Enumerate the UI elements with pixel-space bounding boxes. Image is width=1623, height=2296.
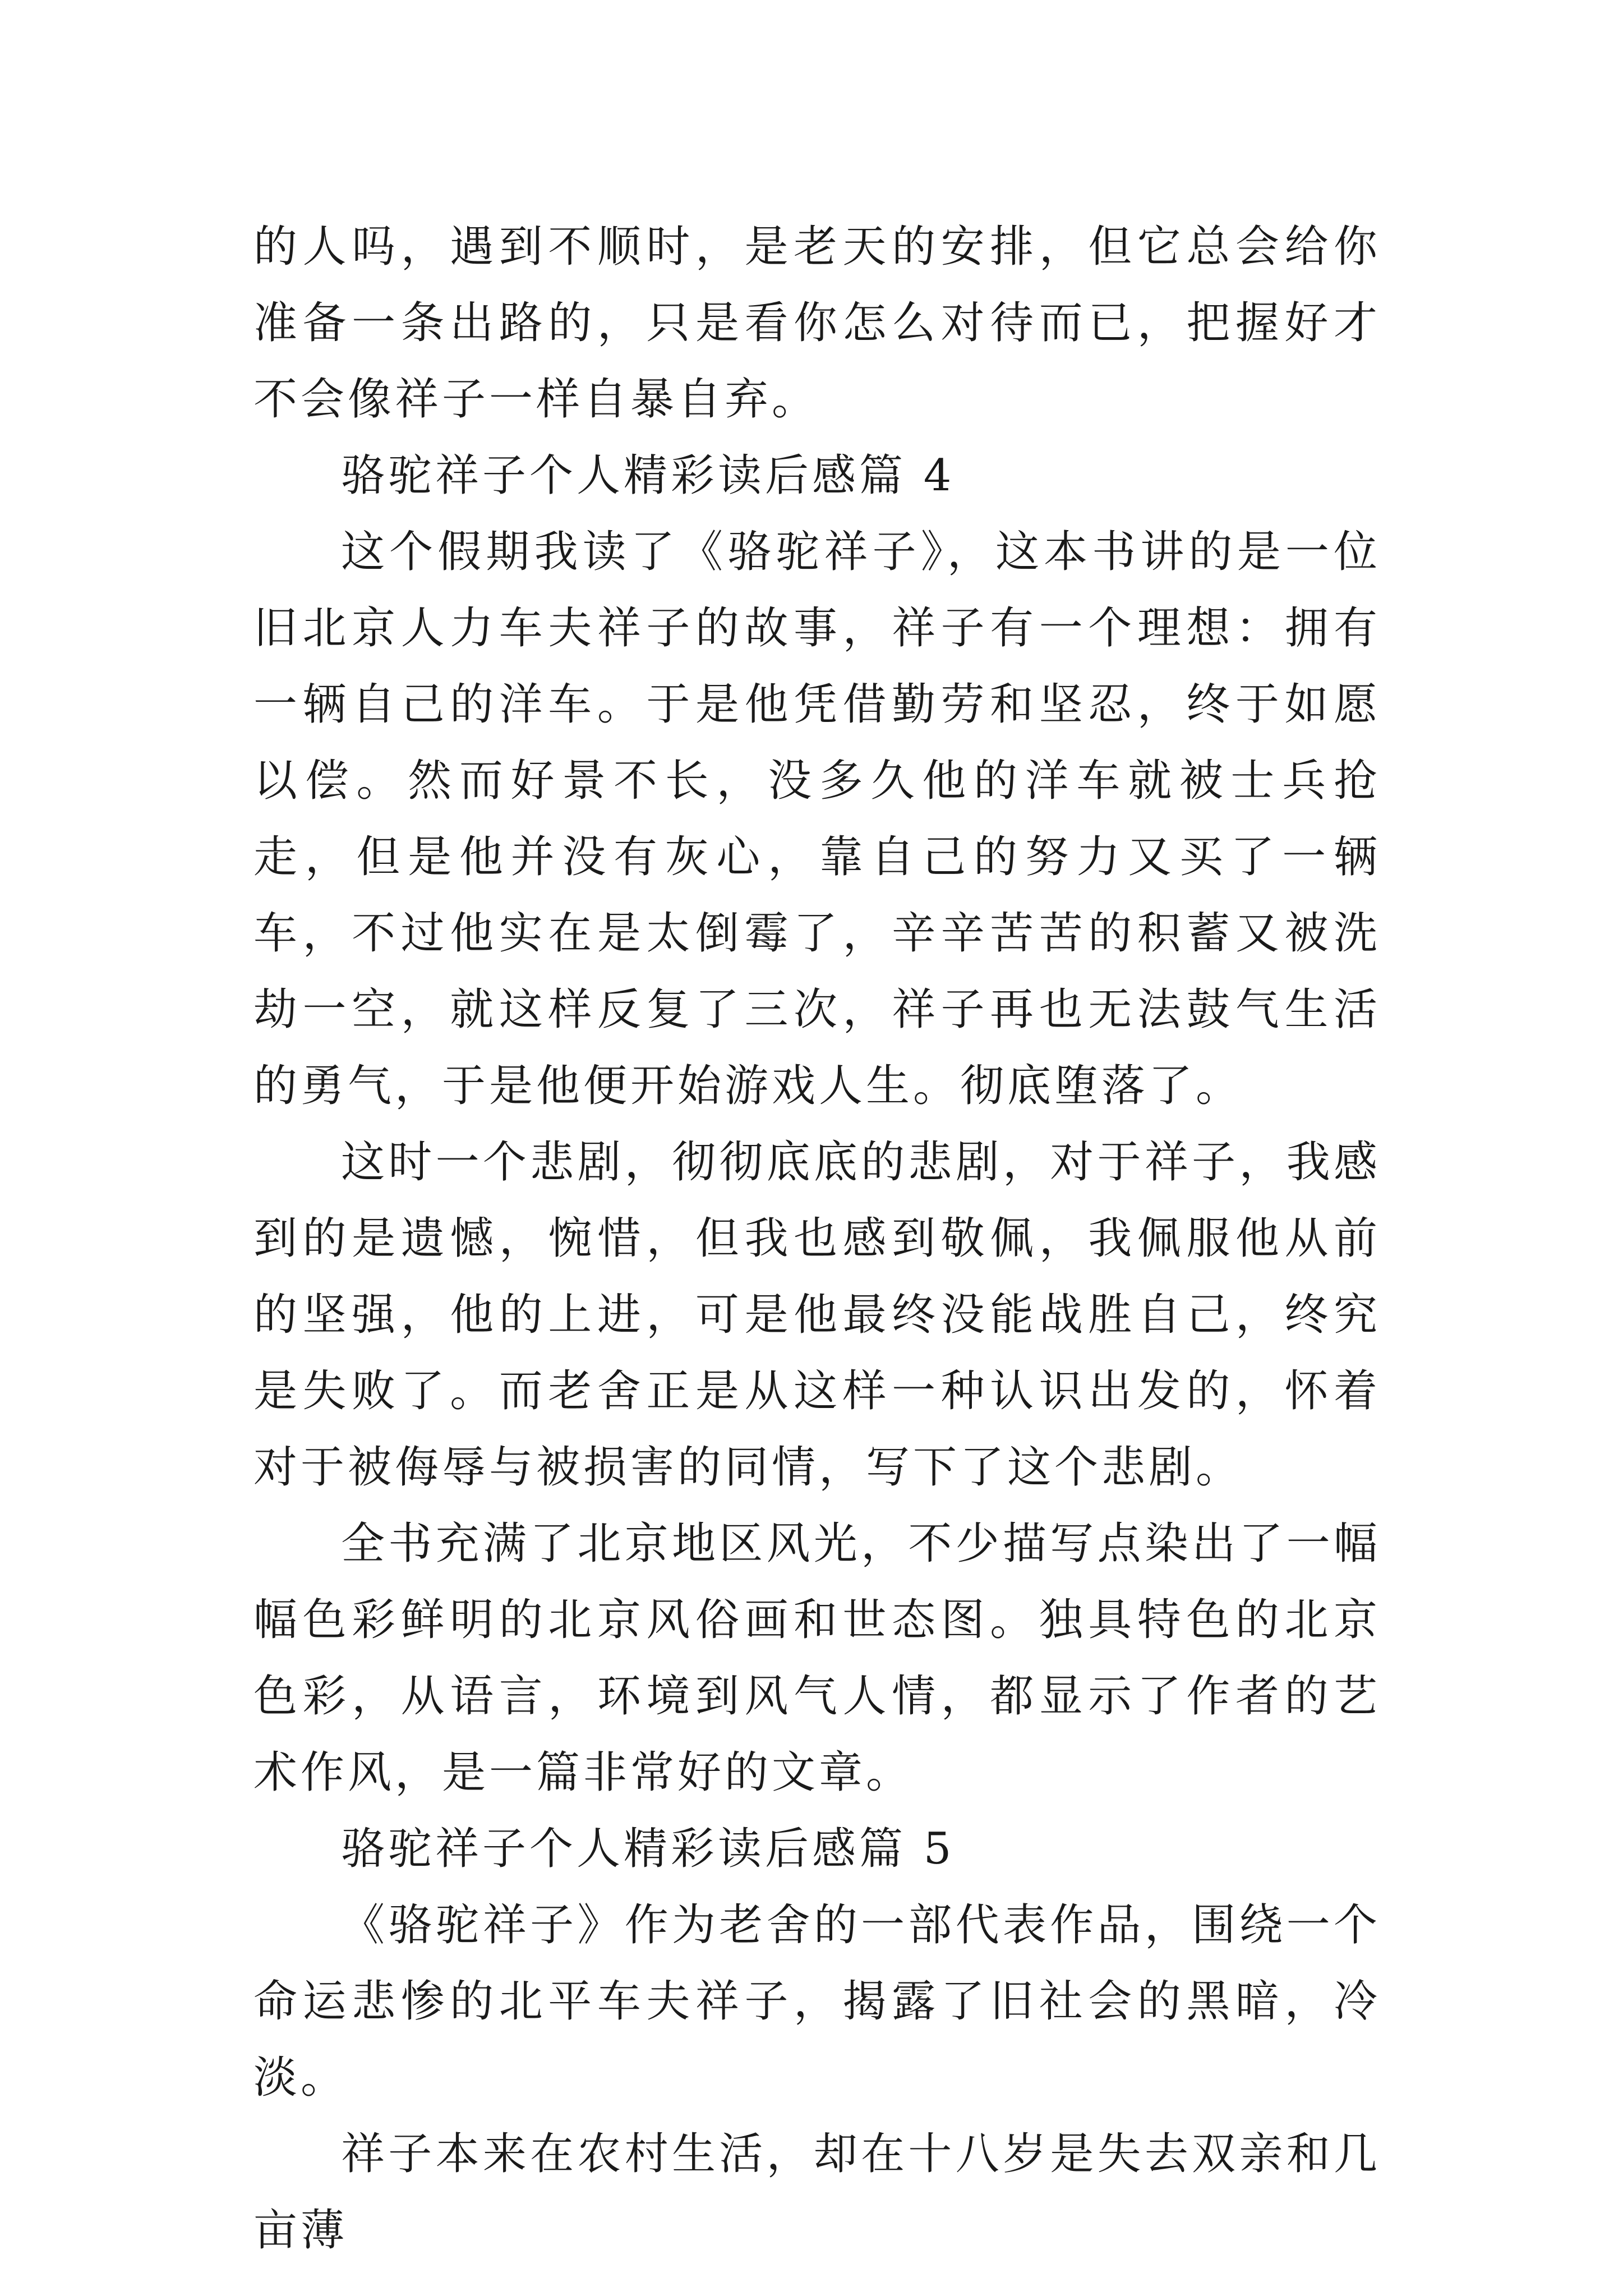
section-heading-4: 骆驼祥子个人精彩读后感篇 4 bbox=[341, 450, 955, 501]
paragraph: 《骆驼祥子》作为老舍的一部代表作品，围绕一个命运悲惨的北平车夫祥子，揭露了旧社会的黑暗，冷淡。 bbox=[253, 1900, 1381, 2103]
section-heading-5: 骆驼祥子个人精彩读后感篇 5 bbox=[341, 1824, 955, 1874]
paragraph-continuation: 的人吗，遇到不顺时，是老天的安排，但它总会给你准备一条出路的，只是看你怎么对待而已，把握好才不会像祥子一样自暴自弃。 bbox=[253, 222, 1381, 425]
paragraph: 这个假期我读了《骆驼祥子》，这本书讲的是一位旧北京人力车夫祥子的故事，祥子有一个理想：拥有一辆自己的洋车。于是他凭借勤劳和坚忍，终于如愿以偿。然而好景不长，没多久他的洋车就被士兵抢走，但是他并没有灰心，靠自己的努力又买了一辆车，不过他实在是太倒霉了，辛辛苦苦的积蓄又被洗劫一空，就这样反复了三次，祥子再也无法鼓气生活的勇气，于是他便开始游戏人生。彻底堕落了。 bbox=[253, 527, 1381, 1111]
paragraph: 全书充满了北京地区风光，不少描写点染出了一幅幅色彩鲜明的北京风俗画和世态图。独具特色的北京色彩，从语言，环境到风气人情，都显示了作者的艺术作风，是一篇非常好的文章。 bbox=[253, 1519, 1381, 1798]
document-body bbox=[253, 209, 1381, 2269]
paragraph: 祥子本来在农村生活，却在十八岁是失去双亲和几亩薄 bbox=[253, 2129, 1381, 2256]
paragraph: 这时一个悲剧，彻彻底底的悲剧，对于祥子，我感到的是遗憾，惋惜，但我也感到敬佩，我佩服他从前的坚强，他的上进，可是他最终没能战胜自己，终究是失败了。而老舍正是从这样一种认识出发的，怀着对于被侮辱与被损害的同情，写下了这个悲剧。 bbox=[253, 1137, 1381, 1493]
